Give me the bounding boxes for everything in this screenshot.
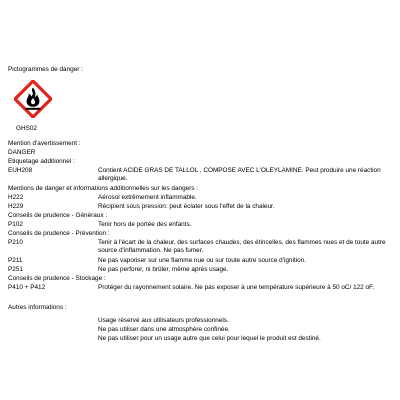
other-info-heading: Autres informations :	[8, 304, 67, 311]
additional-label-heading: Etiquetage additionnel :	[8, 158, 75, 165]
prevention-text: Ne pas vaporiser sur une flamme nue ou sur toute autre source d'ignition.	[98, 257, 306, 264]
other-info-line: Ne pas utiliser pour un usage autre que celui pour lequel le produit est destiné.	[98, 335, 321, 342]
pictogram-code: GHS02	[16, 125, 37, 132]
prevention-code: P210	[8, 239, 23, 246]
general-code: P102	[8, 221, 23, 228]
prevention-text: Tenir à l'écart de la chaleur, des surfaces chaudes, des étincelles, des flammes nues et de toute autre source d'inflammation. Ne pas fumer.	[98, 239, 386, 254]
other-info-line: Usage réservé aux utilisateurs professionnels.	[98, 317, 229, 324]
signal-heading: Mention d'avertissement :	[8, 140, 81, 147]
pictograms-heading: Pictogrammes de danger :	[8, 66, 83, 73]
signal-word: DANGER	[8, 149, 36, 156]
storage-code: P410 + P412	[8, 284, 46, 291]
prevention-code: P211	[8, 257, 23, 264]
flame-ghs02-icon	[14, 80, 52, 118]
euh-code: EUH208	[8, 167, 33, 174]
prevention-text: Ne pas perforer, ni brûler, même après usage.	[98, 266, 229, 273]
other-info-line: Ne pas utiliser dans une atmosphère confinée.	[98, 326, 230, 333]
hazards-heading: Mentions de danger et informations additionnelles sur les dangers :	[8, 185, 199, 192]
euh-text: Contient ACIDE GRAS DE TALLOL , COMPOSE AVEC L'OLEYLAMINE. Peut produire une réaction allergique.	[98, 167, 381, 182]
hazard-code: H222	[8, 194, 24, 201]
storage-heading: Conseils de prudence - Stockage :	[8, 275, 106, 282]
general-text: Tenir hors de portée des enfants.	[98, 221, 192, 228]
prevention-code: P251	[8, 266, 23, 273]
hazard-code: H229	[8, 203, 24, 210]
hazard-text: Aérosol extrêmement inflammable.	[98, 194, 197, 201]
storage-text: Protéger du rayonnement solaire. Ne pas exposer à une température supérieure à 50 oC/ 122 oF.	[98, 284, 375, 291]
general-heading: Conseils de prudence - Généraux :	[8, 212, 108, 219]
hazard-text: Récipient sous pression: peut éclater sous l'effet de la chaleur.	[98, 203, 275, 210]
prevention-heading: Conseils de prudence - Prévention :	[8, 230, 110, 237]
